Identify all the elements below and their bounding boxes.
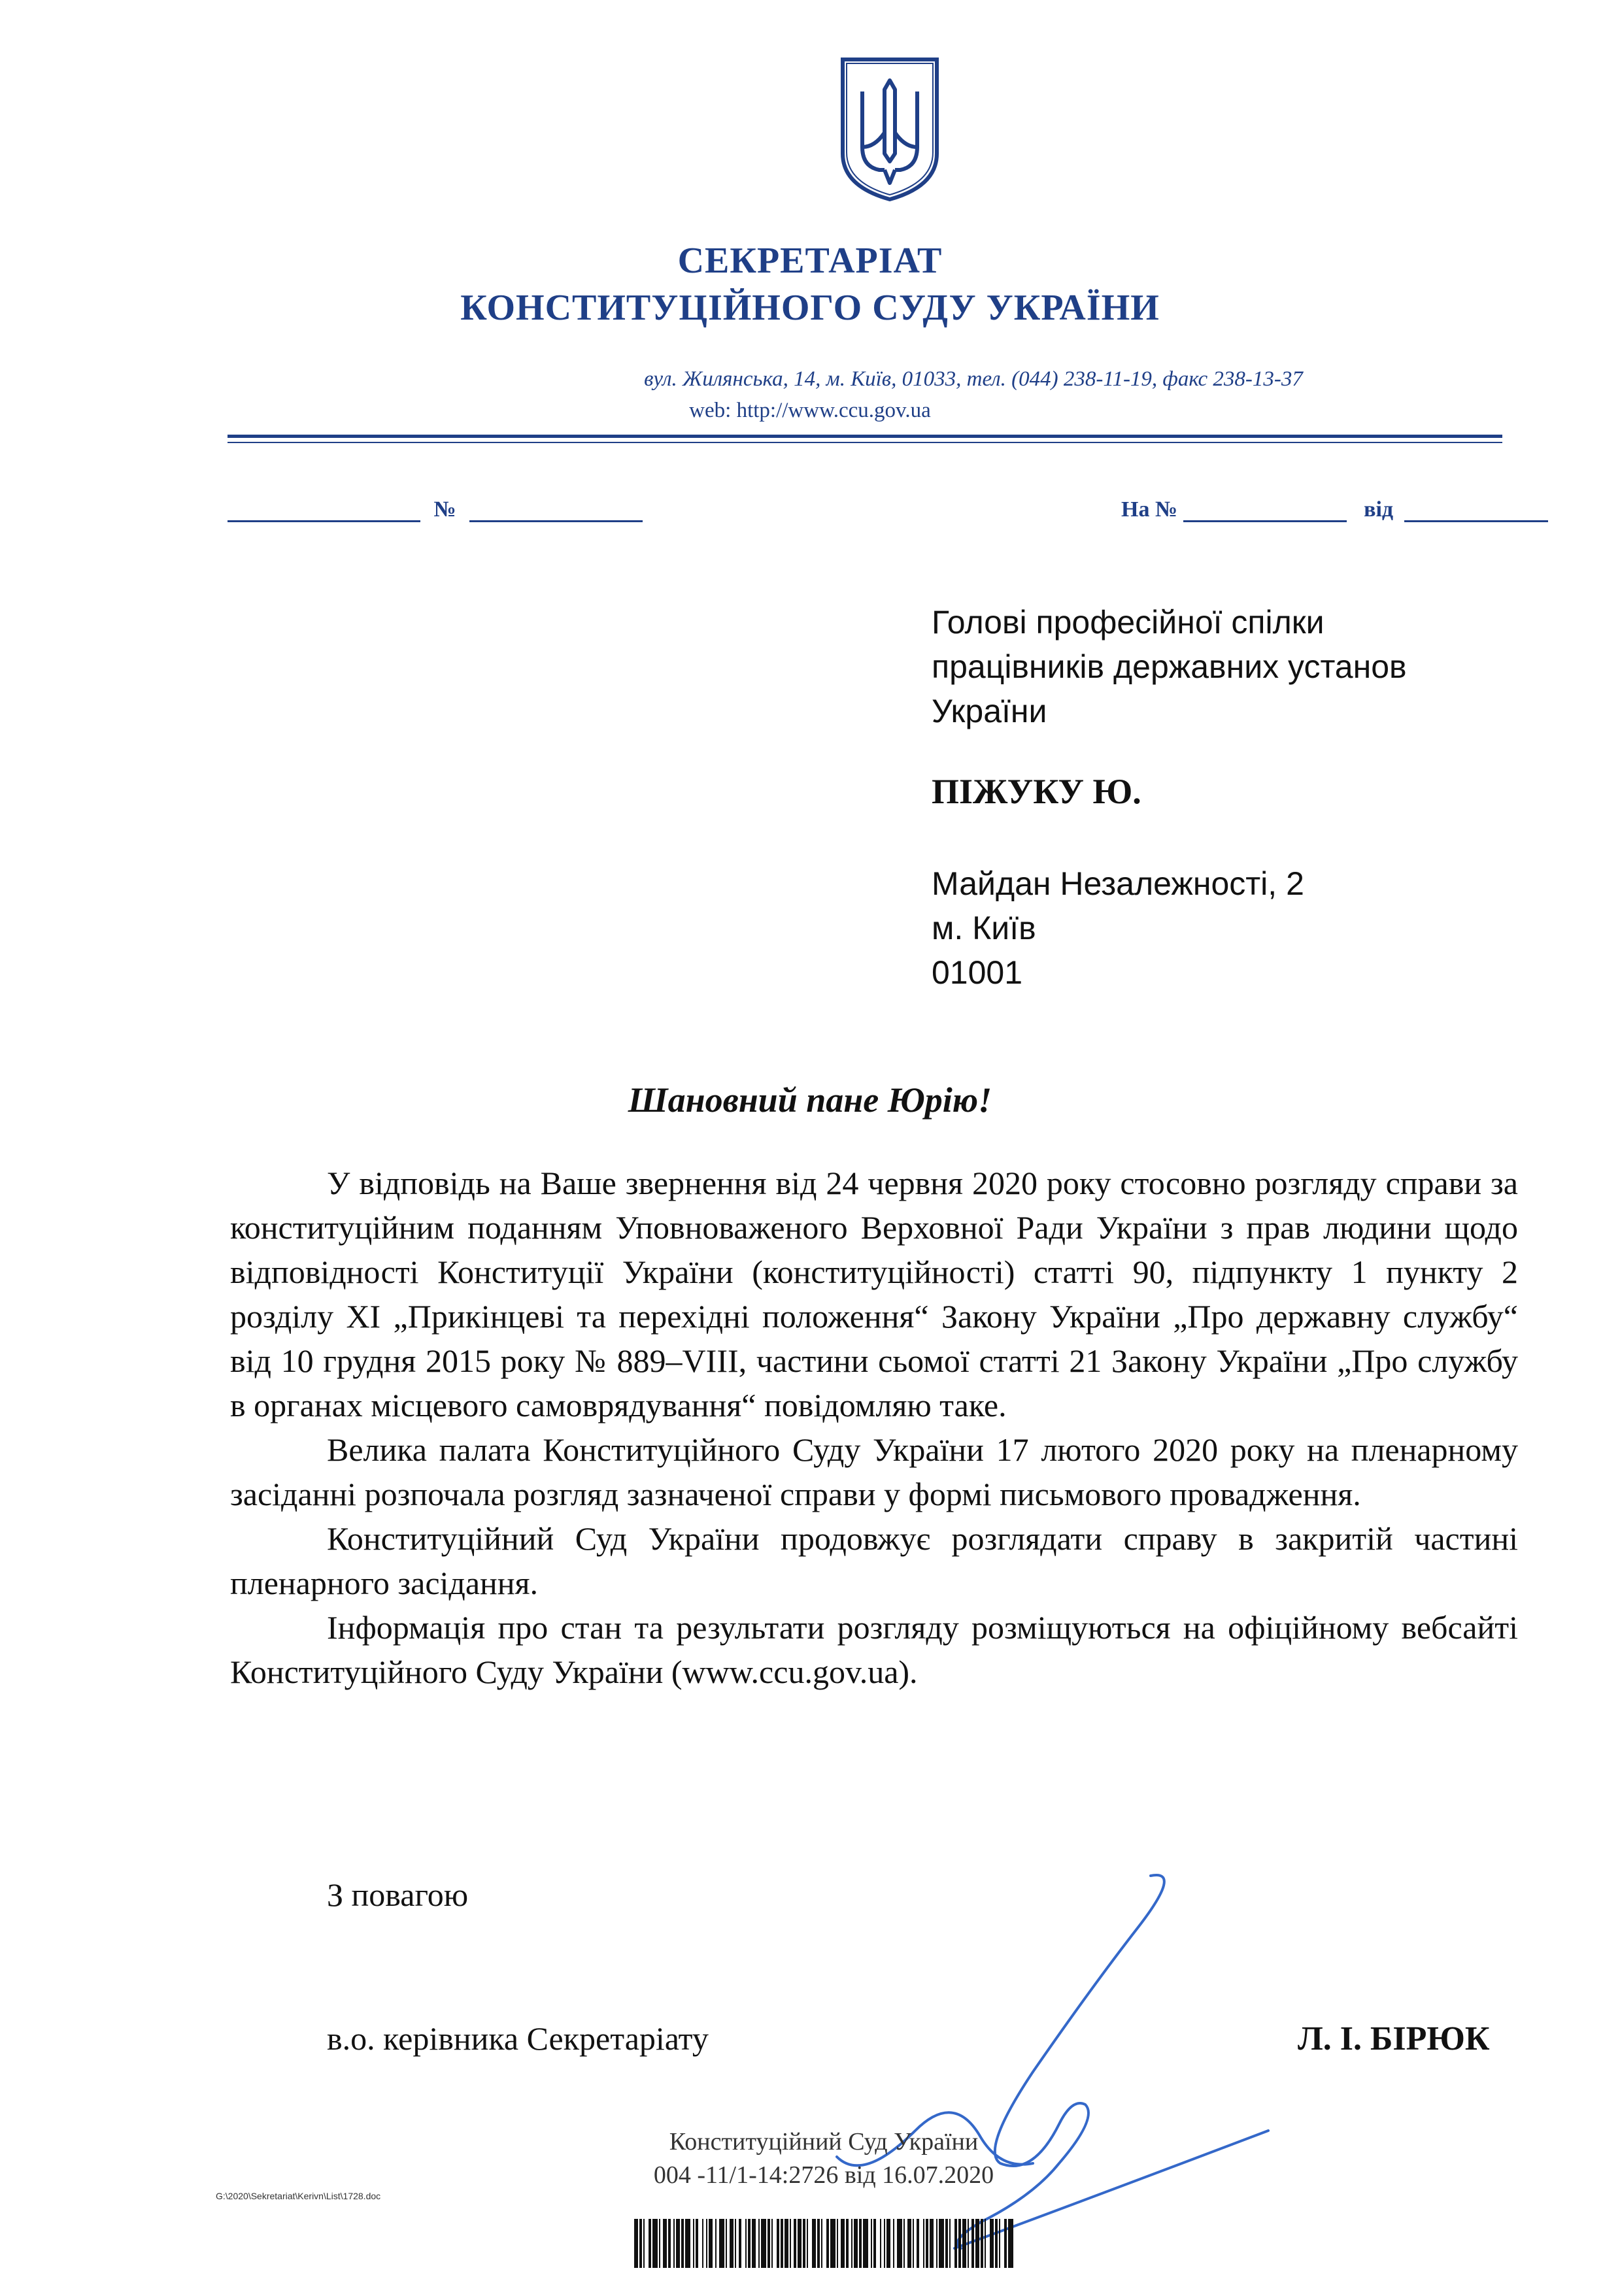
header-rule-thin (228, 442, 1502, 443)
barcode-bar (768, 2219, 770, 2268)
barcode-bar (954, 2219, 957, 2268)
barcode-bar (1008, 2219, 1013, 2268)
barcode-bar (981, 2219, 983, 2268)
barcode-bar (696, 2219, 698, 2268)
barcode-bar (923, 2219, 924, 2268)
barcode-bar (926, 2219, 928, 2268)
barcode-bar (884, 2219, 885, 2268)
barcode-bar (917, 2219, 919, 2268)
recipient-title-line3: України (932, 693, 1047, 729)
barcode-bar (668, 2219, 671, 2268)
barcode-bar (907, 2219, 911, 2268)
body-paragraph-4: Інформація про стан та результати розгляду розміщуються на офіційному вебсайті Конституційного Суду України (www.ccu.gov.ua). (230, 1609, 1518, 1690)
barcode-bar (995, 2219, 998, 2268)
barcode-bar (893, 2219, 894, 2268)
body-paragraph-3: Конституційний Суд України продовжує розглядати справу в закритій частині пленарного засідання. (230, 1520, 1518, 1601)
barcode-bar (817, 2219, 820, 2268)
barcode-bar (859, 2219, 862, 2268)
barcode-bar (681, 2219, 684, 2268)
incoming-date-blank (1404, 497, 1548, 522)
barcode-bar (990, 2219, 994, 2268)
barcode-bar (863, 2219, 868, 2268)
barcode-bar (781, 2219, 783, 2268)
org-name-line2: КОНСТИТУЦІЙНОГО СУДУ УКРАЇНИ (460, 288, 1160, 328)
barcode-bar (715, 2219, 717, 2268)
barcode-bar (873, 2219, 876, 2268)
barcode-bar (886, 2219, 890, 2268)
body-paragraph-1: У відповідь на Ваше звернення від 24 червня 2020 року стосовно розгляду справи за конституційним поданням Уповноваженого Верховної Ради України з прав людини щодо відповідності Конституції України (конституційності) статті 90, підпункту 1 пункту 2 розділу XI „Прикінцеві та перехідні положення“ Закону України „Про державну службу“ від 10 грудня 2015 року № 889–VIII, частини сьомої статті 21 Закону України „Про службу в органах місцевого самоврядування“ повідомляю таке. (230, 1165, 1518, 1423)
reply-date-label: від (1364, 497, 1394, 522)
barcode-bar (949, 2219, 951, 2268)
barcode-bar (903, 2219, 905, 2268)
recipient-address-line2: м. Київ (932, 910, 1036, 946)
incoming-number-blank (1183, 497, 1347, 522)
outgoing-reference (228, 497, 643, 522)
barcode-bar (652, 2219, 658, 2268)
closing-phrase: З повагою (327, 1876, 469, 1913)
barcode-bar (643, 2219, 645, 2268)
registration-stamp-number: 004 -11/1-14:2726 від 16.07.2020 (653, 2161, 994, 2189)
barcode-bar (968, 2219, 969, 2268)
org-website: web: http://www.ccu.gov.ua (689, 399, 931, 422)
barcode-bar (975, 2219, 979, 2268)
barcode-bar (785, 2219, 788, 2268)
recipient-address-line1: Майдан Незалежності, 2 (932, 865, 1304, 902)
barcode-bar (752, 2219, 756, 2268)
barcode-bar (821, 2219, 822, 2268)
barcode-bar (841, 2219, 845, 2268)
barcode-bar (880, 2219, 881, 2268)
barcode-bar (913, 2219, 914, 2268)
barcode-bar (706, 2219, 707, 2268)
barcode-bar (761, 2219, 766, 2268)
org-name-line1: СЕКРЕТАРІАТ (677, 241, 943, 281)
barcode-bar (771, 2219, 773, 2268)
barcode-bar (962, 2219, 966, 2268)
barcode-bar (803, 2219, 805, 2268)
barcode-bar (634, 2219, 638, 2268)
barcode-bar (837, 2219, 838, 2268)
trident-coat-of-arms-icon (839, 56, 941, 203)
signer-position: в.о. керівника Секретаріату (327, 2020, 709, 2057)
barcode-bar (939, 2219, 944, 2268)
barcode-bar (639, 2219, 642, 2268)
barcode-bar (673, 2219, 675, 2268)
barcode-bar (812, 2219, 816, 2268)
barcode-bar (676, 2219, 680, 2268)
barcode-bar (930, 2219, 934, 2268)
barcode-bar (758, 2219, 760, 2268)
registration-stamp-org: Конституційний Суд України (669, 2128, 979, 2155)
barcode-bar (702, 2219, 703, 2268)
org-address: вул. Жилянська, 14, м. Київ, 01033, тел. (044) 238-11-19, факс 238-13-37 (644, 367, 1303, 391)
barcode-bar (726, 2219, 727, 2268)
barcode-bar (851, 2219, 852, 2268)
barcode-bar (871, 2219, 872, 2268)
barcode-bar (649, 2219, 651, 2268)
body-paragraph-2: Велика палата Конституційного Суду України 17 лютого 2020 року на пленарному засіданні розпочала розгляд зазначеної справи у формі письмового провадження. (230, 1431, 1518, 1512)
barcode-bar (826, 2219, 829, 2268)
barcode-bar (854, 2219, 858, 2268)
barcode-bar (807, 2219, 808, 2268)
barcode-bar (739, 2219, 741, 2268)
barcode-bar (659, 2219, 660, 2268)
recipient-title-line2: працівників державних установ (932, 648, 1407, 685)
barcode-bar (735, 2219, 736, 2268)
file-path: G:\2020\Sekretariat\Kerivn\List\1728.doc (216, 2191, 381, 2201)
barcode-bar (730, 2219, 734, 2268)
barcode-bar (663, 2219, 667, 2268)
outgoing-number-blank (469, 497, 643, 522)
barcode-bar (745, 2219, 747, 2268)
barcode-bar (790, 2219, 791, 2268)
barcode-icon (634, 2219, 1013, 2268)
signer-name: Л. І. БІРЮК (1298, 2020, 1490, 2057)
barcode-bar (945, 2219, 948, 2268)
recipient-name: ПІЖУКУ Ю. (932, 772, 1141, 811)
barcode-bar (999, 2219, 1000, 2268)
barcode-bar (897, 2219, 902, 2268)
reply-number-label: На № (1121, 497, 1178, 522)
barcode-bar (685, 2219, 690, 2268)
recipient-address-line3: 01001 (932, 954, 1023, 991)
barcode-bar (830, 2219, 835, 2268)
barcode-bar (794, 2219, 796, 2268)
barcode-bar (936, 2219, 937, 2268)
outgoing-date-blank (228, 497, 420, 522)
barcode-bar (709, 2219, 713, 2268)
barcode-bar (719, 2219, 724, 2268)
barcode-bar (846, 2219, 849, 2268)
barcode-bar (693, 2219, 694, 2268)
barcode-bar (1004, 2219, 1007, 2268)
letter-body (230, 1161, 1518, 1694)
recipient-title-line1: Голові професійної спілки (932, 604, 1325, 641)
barcode-bar (748, 2219, 751, 2268)
number-label: № (433, 497, 456, 522)
barcode-bar (971, 2219, 974, 2268)
salutation: Шановний пане Юрію! (628, 1080, 992, 1120)
handwritten-signature (785, 1856, 1281, 2261)
barcode-bar (985, 2219, 986, 2268)
incoming-reference (1121, 497, 1548, 522)
barcode-bar (958, 2219, 961, 2268)
barcode-bar (777, 2219, 779, 2268)
header-rule-thick (228, 435, 1502, 438)
barcode-bar (798, 2219, 802, 2268)
